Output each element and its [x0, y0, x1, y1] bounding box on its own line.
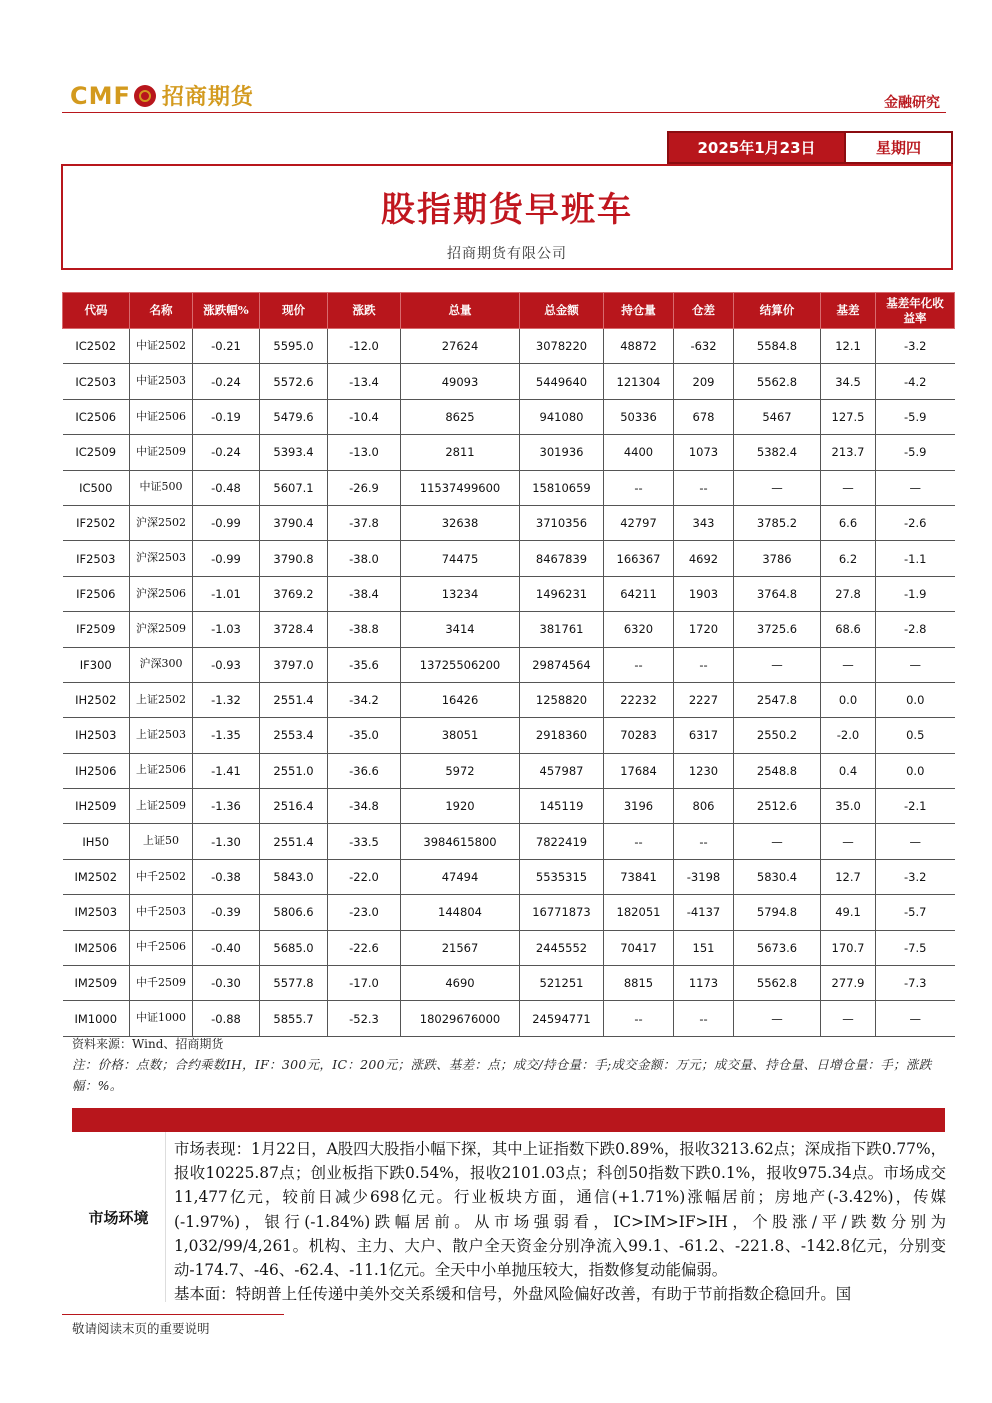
- table-cell: 47494: [401, 859, 520, 894]
- table-cell: 151: [674, 930, 734, 965]
- table-cell: 2547.8: [734, 682, 821, 717]
- table-cell: --: [604, 824, 674, 859]
- market-performance-paragraph: 市场表现：1月22日，A股四大股指小幅下探，其中上证指数下跌0.89%，报收3213.62点；深成指下跌0.77%，报收10225.87点；创业板指下跌0.54%，报收2101.03点；科创50指数下跌0.1%，报收975.34点。市场成交11,477亿元，较前日减少698亿元。行业板块方面，通信(+1.71%)涨幅居前；房地产(-3.42%)，传媒(-1.97%)，银行(-1.84%)跌幅居前。从市场强弱看，IC>IM>IF>IH，个股涨/平/跌数分别为1,032/99/4,261。机构、主力、大户、散户全天资金分别净流入99.1、-61.2、-221.8、-142.8亿元，分别变动-174.7、-46、-62.4、-11.1亿元。全天中小单抛压较大，指数修复动能偏弱。: [174, 1140, 946, 1280]
- table-cell: 2551.4: [260, 824, 328, 859]
- table-cell: 8815: [604, 966, 674, 1001]
- table-cell: 2811: [401, 435, 520, 470]
- table-cell: 49093: [401, 364, 520, 399]
- table-cell: 沪深300: [130, 647, 193, 682]
- col-header: 基差年化收益率: [876, 293, 955, 329]
- table-cell: IM2509: [63, 966, 130, 1001]
- table-cell: -1.36: [193, 789, 260, 824]
- table-cell: 沪深2509: [130, 612, 193, 647]
- col-header: 涨跌: [328, 293, 401, 329]
- table-cell: 中证1000: [130, 1001, 193, 1036]
- table-cell: 中证2503: [130, 364, 193, 399]
- table-cell: -4137: [674, 895, 734, 930]
- report-date: 2025年1月23日: [669, 133, 844, 162]
- table-cell: 2512.6: [734, 789, 821, 824]
- table-cell: -5.9: [876, 399, 955, 434]
- col-header: 涨跌幅%: [193, 293, 260, 329]
- table-cell: 806: [674, 789, 734, 824]
- table-cell: IF2509: [63, 612, 130, 647]
- table-cell: 6.2: [821, 541, 876, 576]
- table-row: [63, 753, 955, 788]
- table-cell: 中千2506: [130, 930, 193, 965]
- table-cell: 70417: [604, 930, 674, 965]
- table-cell: IH50: [63, 824, 130, 859]
- table-cell: 5607.1: [260, 470, 328, 505]
- table-cell: -2.6: [876, 505, 955, 540]
- table-cell: -1.32: [193, 682, 260, 717]
- table-cell: 5855.7: [260, 1001, 328, 1036]
- fundamentals-paragraph: 基本面：特朗普上任传递中美外交关系缓和信号，外盘风险偏好改善，有助于节前指数企稳回升。国: [174, 1285, 852, 1304]
- table-row: [63, 930, 955, 965]
- table-cell: 0.5: [876, 718, 955, 753]
- table-cell: 5794.8: [734, 895, 821, 930]
- table-row: [63, 576, 955, 611]
- table-cell: 1258820: [520, 682, 604, 717]
- col-header: 现价: [260, 293, 328, 329]
- table-cell: -0.99: [193, 505, 260, 540]
- table-cell: IF2502: [63, 505, 130, 540]
- table-cell: -26.9: [328, 470, 401, 505]
- table-cell: -35.6: [328, 647, 401, 682]
- table-cell: -7.3: [876, 966, 955, 1001]
- table-cell: —: [734, 470, 821, 505]
- table-cell: 27.8: [821, 576, 876, 611]
- table-cell: 5479.6: [260, 399, 328, 434]
- table-cell: 166367: [604, 541, 674, 576]
- table-cell: --: [674, 647, 734, 682]
- table-cell: IH2502: [63, 682, 130, 717]
- table-cell: 3710356: [520, 505, 604, 540]
- table-cell: 182051: [604, 895, 674, 930]
- table-cell: 5595.0: [260, 329, 328, 364]
- table-cell: -12.0: [328, 329, 401, 364]
- table-cell: IM2506: [63, 930, 130, 965]
- table-cell: --: [604, 647, 674, 682]
- table-cell: -1.1: [876, 541, 955, 576]
- table-cell: IF300: [63, 647, 130, 682]
- table-cell: —: [876, 470, 955, 505]
- table-cell: 3728.4: [260, 612, 328, 647]
- table-cell: 沪深2506: [130, 576, 193, 611]
- table-row: [63, 1001, 955, 1036]
- footer-divider: [62, 1314, 284, 1315]
- table-cell: 5577.8: [260, 966, 328, 1001]
- header-divider: [62, 112, 946, 113]
- table-cell: 2918360: [520, 718, 604, 753]
- report-weekday: 星期四: [844, 133, 951, 162]
- table-cell: 15810659: [520, 470, 604, 505]
- table-cell: 4692: [674, 541, 734, 576]
- table-cell: 18029676000: [401, 1001, 520, 1036]
- table-cell: -2.0: [821, 718, 876, 753]
- table-cell: 3725.6: [734, 612, 821, 647]
- col-header: 持仓量: [604, 293, 674, 329]
- table-cell: 1073: [674, 435, 734, 470]
- table-row: [63, 505, 955, 540]
- table-cell: 5449640: [520, 364, 604, 399]
- table-cell: --: [674, 470, 734, 505]
- table-cell: -38.0: [328, 541, 401, 576]
- table-cell: 678: [674, 399, 734, 434]
- table-cell: IF2506: [63, 576, 130, 611]
- table-cell: 21567: [401, 930, 520, 965]
- table-cell: 7822419: [520, 824, 604, 859]
- source-note: 资料来源：Wind、招商期货: [72, 1037, 224, 1051]
- table-cell: -13.4: [328, 364, 401, 399]
- table-cell: -0.48: [193, 470, 260, 505]
- table-cell: 6317: [674, 718, 734, 753]
- table-cell: 145119: [520, 789, 604, 824]
- table-row: [63, 399, 955, 434]
- table-cell: 5584.8: [734, 329, 821, 364]
- table-cell: 3797.0: [260, 647, 328, 682]
- table-cell: 5673.6: [734, 930, 821, 965]
- table-row: [63, 541, 955, 576]
- table-cell: 3769.2: [260, 576, 328, 611]
- table-cell: 2516.4: [260, 789, 328, 824]
- table-cell: 中证2502: [130, 329, 193, 364]
- table-row: [63, 859, 955, 894]
- table-row: [63, 647, 955, 682]
- table-cell: -0.19: [193, 399, 260, 434]
- table-cell: -0.88: [193, 1001, 260, 1036]
- table-cell: —: [821, 470, 876, 505]
- table-cell: 4690: [401, 966, 520, 1001]
- table-cell: --: [604, 470, 674, 505]
- table-cell: IC2503: [63, 364, 130, 399]
- table-cell: -0.40: [193, 930, 260, 965]
- col-header: 仓差: [674, 293, 734, 329]
- table-cell: IM2503: [63, 895, 130, 930]
- table-cell: 16771873: [520, 895, 604, 930]
- table-cell: 11537499600: [401, 470, 520, 505]
- table-cell: 16426: [401, 682, 520, 717]
- table-row: [63, 789, 955, 824]
- table-cell: 12.7: [821, 859, 876, 894]
- table-cell: -3.2: [876, 329, 955, 364]
- table-cell: -33.5: [328, 824, 401, 859]
- table-cell: 127.5: [821, 399, 876, 434]
- col-header: 基差: [821, 293, 876, 329]
- table-cell: 2553.4: [260, 718, 328, 753]
- table-cell: 上证50: [130, 824, 193, 859]
- table-cell: -3.2: [876, 859, 955, 894]
- table-cell: —: [876, 1001, 955, 1036]
- table-cell: 35.0: [821, 789, 876, 824]
- table-cell: 5843.0: [260, 859, 328, 894]
- table-cell: 29874564: [520, 647, 604, 682]
- table-cell: -37.8: [328, 505, 401, 540]
- table-cell: -632: [674, 329, 734, 364]
- date-bar: [667, 131, 953, 164]
- table-cell: 209: [674, 364, 734, 399]
- table-cell: IH2506: [63, 753, 130, 788]
- table-cell: 5393.4: [260, 435, 328, 470]
- section-label: 金融研究: [884, 95, 940, 111]
- table-cell: IC2502: [63, 329, 130, 364]
- table-cell: --: [604, 1001, 674, 1036]
- table-cell: 中证2506: [130, 399, 193, 434]
- table-cell: 2551.4: [260, 682, 328, 717]
- table-cell: 457987: [520, 753, 604, 788]
- table-cell: -22.0: [328, 859, 401, 894]
- table-cell: -35.0: [328, 718, 401, 753]
- table-cell: 3078220: [520, 329, 604, 364]
- table-cell: IM2502: [63, 859, 130, 894]
- section-body: [174, 1137, 946, 1305]
- table-cell: 27624: [401, 329, 520, 364]
- table-cell: —: [734, 1001, 821, 1036]
- table-cell: 381761: [520, 612, 604, 647]
- table-row: [63, 824, 955, 859]
- table-cell: -17.0: [328, 966, 401, 1001]
- table-body: [63, 329, 955, 1037]
- table-cell: 上证2503: [130, 718, 193, 753]
- table-cell: -0.24: [193, 364, 260, 399]
- table-cell: -3198: [674, 859, 734, 894]
- logo-text: CMF: [70, 81, 131, 110]
- table-cell: 70283: [604, 718, 674, 753]
- table-row: [63, 682, 955, 717]
- table-row: [63, 329, 955, 364]
- table-cell: -0.99: [193, 541, 260, 576]
- table-cell: 5685.0: [260, 930, 328, 965]
- table-cell: 沪深2502: [130, 505, 193, 540]
- table-cell: 144804: [401, 895, 520, 930]
- table-cell: 5562.8: [734, 364, 821, 399]
- table-cell: 4400: [604, 435, 674, 470]
- table-cell: 3196: [604, 789, 674, 824]
- table-cell: 24594771: [520, 1001, 604, 1036]
- table-cell: 301936: [520, 435, 604, 470]
- table-cell: 277.9: [821, 966, 876, 1001]
- table-row: [63, 364, 955, 399]
- table-cell: 22232: [604, 682, 674, 717]
- table-cell: 沪深2503: [130, 541, 193, 576]
- table-cell: -52.3: [328, 1001, 401, 1036]
- table-cell: 1920: [401, 789, 520, 824]
- table-cell: 2548.8: [734, 753, 821, 788]
- table-cell: -13.0: [328, 435, 401, 470]
- table-cell: 121304: [604, 364, 674, 399]
- col-header: 代码: [63, 293, 130, 329]
- table-cell: 5972: [401, 753, 520, 788]
- col-header: 总量: [401, 293, 520, 329]
- table-cell: 上证2502: [130, 682, 193, 717]
- table-cell: -38.8: [328, 612, 401, 647]
- table-cell: 0.0: [876, 753, 955, 788]
- table-cell: IC2506: [63, 399, 130, 434]
- table-cell: -1.41: [193, 753, 260, 788]
- col-header: 结算价: [734, 293, 821, 329]
- table-cell: -1.30: [193, 824, 260, 859]
- table-cell: -5.9: [876, 435, 955, 470]
- table-cell: 48872: [604, 329, 674, 364]
- table-cell: 213.7: [821, 435, 876, 470]
- table-cell: 3984615800: [401, 824, 520, 859]
- title-box: [61, 164, 953, 270]
- table-cell: IH2509: [63, 789, 130, 824]
- table-cell: -0.38: [193, 859, 260, 894]
- table-cell: -36.6: [328, 753, 401, 788]
- table-cell: 73841: [604, 859, 674, 894]
- table-cell: 13234: [401, 576, 520, 611]
- table-cell: 5806.6: [260, 895, 328, 930]
- table-cell: -2.1: [876, 789, 955, 824]
- table-cell: 13725506200: [401, 647, 520, 682]
- table-cell: —: [821, 1001, 876, 1036]
- table-cell: IC500: [63, 470, 130, 505]
- table-row: [63, 718, 955, 753]
- table-cell: -1.9: [876, 576, 955, 611]
- table-cell: 2227: [674, 682, 734, 717]
- table-cell: 3414: [401, 612, 520, 647]
- table-cell: -10.4: [328, 399, 401, 434]
- table-cell: 64211: [604, 576, 674, 611]
- logo-chinese-name: 招商期货: [161, 85, 254, 110]
- table-cell: 5467: [734, 399, 821, 434]
- table-cell: 中千2503: [130, 895, 193, 930]
- table-row: [63, 966, 955, 1001]
- table-cell: 0.0: [821, 682, 876, 717]
- table-cell: 50336: [604, 399, 674, 434]
- table-cell: 42797: [604, 505, 674, 540]
- table-row: [63, 612, 955, 647]
- table-cell: -0.93: [193, 647, 260, 682]
- table-cell: 32638: [401, 505, 520, 540]
- table-cell: -0.21: [193, 329, 260, 364]
- table-cell: 74475: [401, 541, 520, 576]
- table-cell: 0.0: [876, 682, 955, 717]
- table-cell: 34.5: [821, 364, 876, 399]
- table-header-row: [63, 293, 955, 329]
- table-cell: 2550.2: [734, 718, 821, 753]
- table-cell: —: [876, 824, 955, 859]
- table-cell: 2551.0: [260, 753, 328, 788]
- table-cell: -0.39: [193, 895, 260, 930]
- report-title: 股指期货早班车: [381, 190, 633, 230]
- table-cell: 上证2509: [130, 789, 193, 824]
- table-cell: 1173: [674, 966, 734, 1001]
- table-cell: -1.03: [193, 612, 260, 647]
- table-cell: —: [876, 647, 955, 682]
- table-cell: -23.0: [328, 895, 401, 930]
- table-cell: —: [821, 647, 876, 682]
- table-cell: 17684: [604, 753, 674, 788]
- unit-note: 注：价格：点数；合约乘数IH，IF：300元，IC：200元；涨跌、基差：点；成交/持仓量：手;成交金额：万元；成交量、持仓量、日增仓量：手；涨跌幅：%。: [72, 1057, 932, 1093]
- table-cell: 3790.4: [260, 505, 328, 540]
- table-cell: 521251: [520, 966, 604, 1001]
- section-band: [72, 1108, 945, 1132]
- table-cell: -0.24: [193, 435, 260, 470]
- col-header: 总金额: [520, 293, 604, 329]
- table-cell: 343: [674, 505, 734, 540]
- table-row: [63, 435, 955, 470]
- footer-note: 敬请阅读末页的重要说明: [72, 1321, 210, 1336]
- section-title: 市场环境: [72, 1132, 166, 1302]
- table-cell: 中千2509: [130, 966, 193, 1001]
- table-cell: 1903: [674, 576, 734, 611]
- table-cell: IH2503: [63, 718, 130, 753]
- table-cell: -2.8: [876, 612, 955, 647]
- table-cell: 5830.4: [734, 859, 821, 894]
- table-cell: --: [674, 1001, 734, 1036]
- table-cell: 170.7: [821, 930, 876, 965]
- col-header: 名称: [130, 293, 193, 329]
- table-cell: -38.4: [328, 576, 401, 611]
- table-cell: 68.6: [821, 612, 876, 647]
- table-cell: —: [734, 824, 821, 859]
- table-cell: -1.01: [193, 576, 260, 611]
- table-cell: 5382.4: [734, 435, 821, 470]
- table-cell: 中证2509: [130, 435, 193, 470]
- table-row: [63, 895, 955, 930]
- table-cell: 1230: [674, 753, 734, 788]
- table-cell: IF2503: [63, 541, 130, 576]
- table-cell: 1496231: [520, 576, 604, 611]
- table-cell: 3785.2: [734, 505, 821, 540]
- table-cell: 3764.8: [734, 576, 821, 611]
- table-cell: 5535315: [520, 859, 604, 894]
- table-cell: —: [821, 824, 876, 859]
- table-cell: —: [734, 647, 821, 682]
- table-cell: --: [674, 824, 734, 859]
- logo-emblem-icon: [134, 85, 156, 107]
- table-cell: 5572.6: [260, 364, 328, 399]
- table-cell: 6.6: [821, 505, 876, 540]
- table-cell: -4.2: [876, 364, 955, 399]
- table-cell: 0.4: [821, 753, 876, 788]
- table-cell: 8625: [401, 399, 520, 434]
- table-cell: 6320: [604, 612, 674, 647]
- table-cell: 3790.8: [260, 541, 328, 576]
- table-cell: 49.1: [821, 895, 876, 930]
- table-cell: -1.35: [193, 718, 260, 753]
- table-cell: IM1000: [63, 1001, 130, 1036]
- table-cell: -5.7: [876, 895, 955, 930]
- table-cell: 上证2506: [130, 753, 193, 788]
- table-cell: 中证500: [130, 470, 193, 505]
- table-cell: IC2509: [63, 435, 130, 470]
- table-cell: 中千2502: [130, 859, 193, 894]
- table-cell: 1720: [674, 612, 734, 647]
- table-cell: 12.1: [821, 329, 876, 364]
- table-cell: -34.2: [328, 682, 401, 717]
- table-cell: -34.8: [328, 789, 401, 824]
- table-row: [63, 470, 955, 505]
- table-cell: -22.6: [328, 930, 401, 965]
- table-cell: 3786: [734, 541, 821, 576]
- table-cell: 5562.8: [734, 966, 821, 1001]
- table-cell: 38051: [401, 718, 520, 753]
- table-cell: 8467839: [520, 541, 604, 576]
- company-logo: [70, 80, 254, 111]
- table-cell: -7.5: [876, 930, 955, 965]
- table-cell: -0.30: [193, 966, 260, 1001]
- company-name: 招商期货有限公司: [447, 246, 567, 262]
- table-cell: 941080: [520, 399, 604, 434]
- table-cell: 2445552: [520, 930, 604, 965]
- futures-table: [62, 292, 955, 1037]
